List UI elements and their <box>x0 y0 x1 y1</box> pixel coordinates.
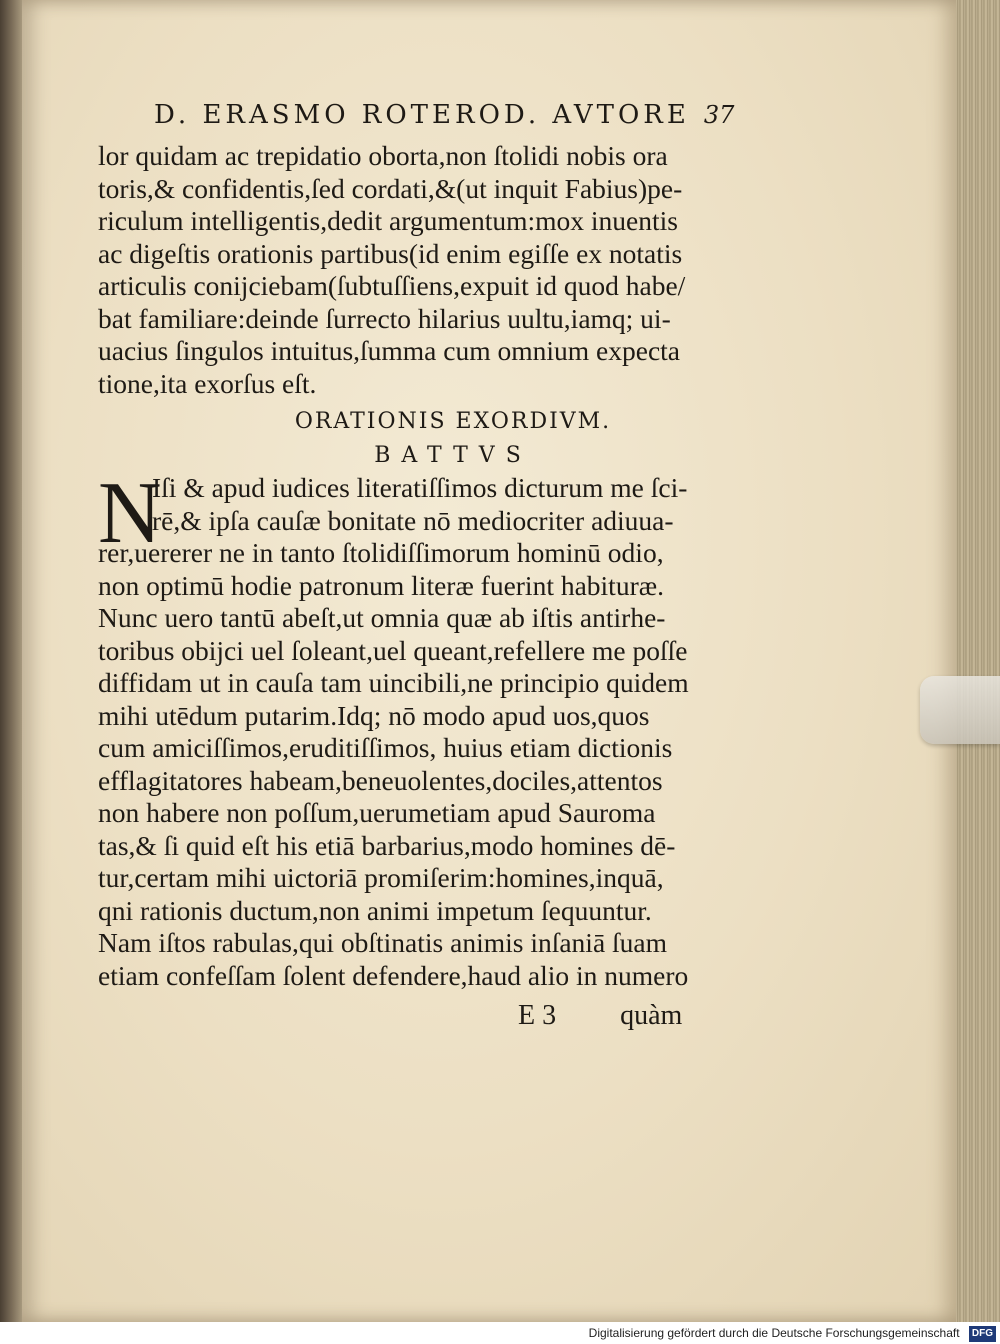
text-line: tas,& ſi quid eſt his etiā barbarius,modo homines dē- <box>98 829 676 861</box>
page-clip <box>920 676 1000 744</box>
page-number: 37 <box>703 101 735 129</box>
text-line: ac digeſtis orationis partibus(id enim egiſſe ex notatis <box>98 237 683 269</box>
text-line: rer,uererer ne in tanto ſtolidiſſimorum hominū odio, <box>98 537 664 568</box>
text-line: Iſi & apud iudices literatiſſimos dicturum me ſci- <box>152 472 688 503</box>
text-line: tione,ita exorſus eſt. <box>98 367 317 399</box>
text-line: diffidam ut in cauſa tam uincibili,ne principio quidem <box>98 667 689 698</box>
oration-paragraph <box>98 465 778 992</box>
text-line: uacius ſingulos intuitus,ſumma cum omnium expecta <box>98 335 680 366</box>
catchline <box>98 996 778 1036</box>
section-heading: ORATIONIS EXORDIVM. <box>294 409 612 434</box>
drop-cap: N <box>98 465 162 562</box>
text-line: Nunc uero tantū abeſt,ut omnia quæ ab iſtis antirhe- <box>98 602 666 633</box>
text-line: rē,& ipſa cauſæ bonitate nō mediocriter adiuua- <box>152 504 674 536</box>
text-line: etiam confeſſam ſolent defendere,haud alio in numero <box>98 959 689 991</box>
signature-mark: E 3 <box>518 1000 557 1031</box>
footer-text: Digitalisierung gefördert durch die Deutsche Forschungsgemeinschaft <box>588 1326 960 1340</box>
dfg-logo: DFG <box>969 1326 996 1342</box>
intro-paragraph <box>98 140 778 400</box>
text-line: toribus obijci uel ſoleant,uel queant,refellere me poſſe <box>98 634 688 666</box>
text-line: Nam iſtos rabulas,qui obſtinatis animis inſaniā ſuam <box>98 927 668 958</box>
running-title: D. ERASMO ROTEROD. AVTORE <box>154 100 690 130</box>
text-line: qni rationis ductum,non animi impetum ſequuntur. <box>98 894 652 926</box>
digitization-footer <box>0 1322 1000 1344</box>
text-line: lor quidam ac trepidatio oborta,non ſtolidi nobis ora <box>98 140 668 171</box>
text-line: riculum intelligentis,dedit argumentum:mox inuentis <box>98 205 678 236</box>
text-line: efflagitatores habeam,beneuolentes,dociles,attentos <box>98 764 663 796</box>
text-line: non habere non poſſum,uerumetiam apud Sauroma <box>98 797 656 828</box>
text-line: mihi utēdum putarim.Idq; nō modo apud uos,quos <box>98 699 650 731</box>
catchword: quàm <box>620 1000 683 1031</box>
speaker-name: BATTVS <box>374 443 532 468</box>
text-line: cum amiciſſimos,eruditiſſimos, huius etiam dictionis <box>98 732 673 763</box>
text-line: articulis conijciebam(ſubtuſſiens,expuit id quod habe/ <box>98 270 686 301</box>
text-line: bat familiare:deinde ſurrecto hilarius uultu,iamq; ui- <box>98 302 671 334</box>
text-line: non optimū hodie patronum literæ fuerint habituræ. <box>98 569 664 601</box>
running-head <box>154 100 778 140</box>
text-line: toris,& confidentis,ſed cordati,&(ut inquit Fabius)pe- <box>98 172 683 204</box>
page-text <box>98 100 778 1036</box>
text-line: tur,certam mihi uictoriā promiſerim:homines,inquā, <box>98 862 664 893</box>
